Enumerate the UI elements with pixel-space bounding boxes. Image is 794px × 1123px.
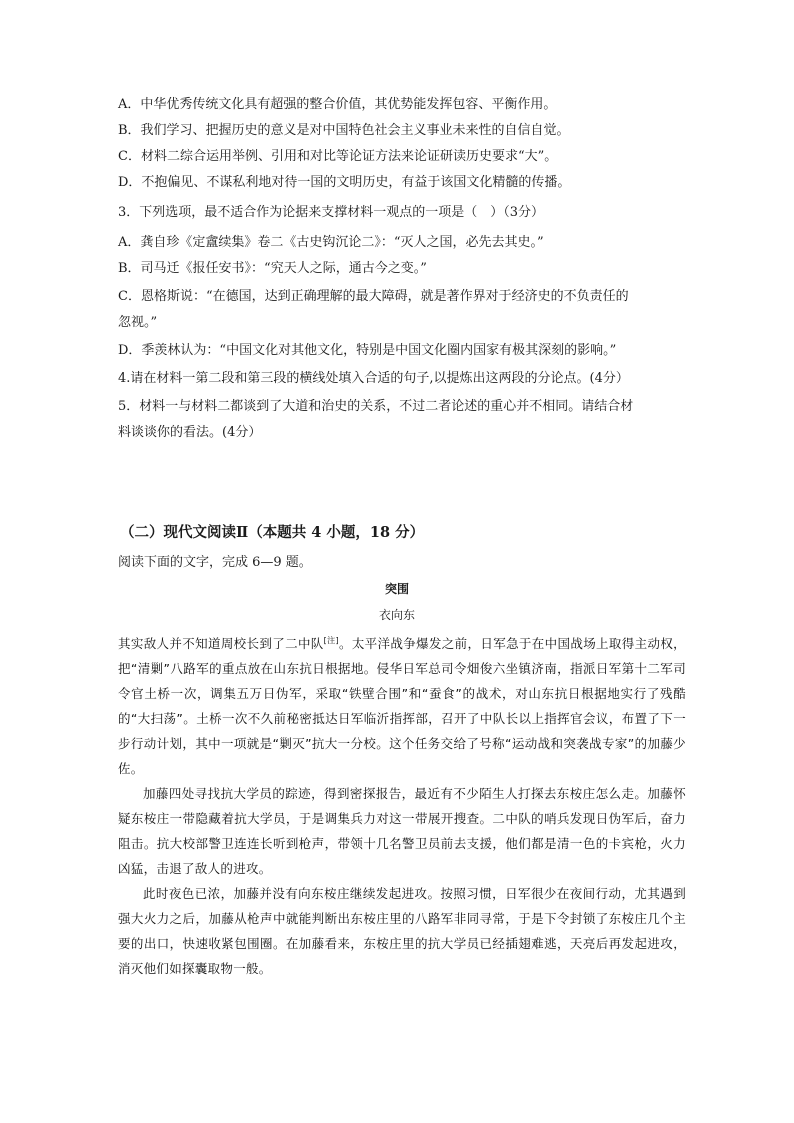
q4-text: 4.请在材料一第二段和第三段的横线处填入合适的句子,以提炼出这两段的分论点。(4分）	[118, 371, 629, 386]
story-title: 突围	[384, 582, 409, 596]
q3-option-d: D．季羡林认为：“中国文化对其他文化，特别是中国文化圈内国家有极其深刻的影响。”	[118, 343, 617, 358]
section-instruction: 阅读下面的文字，完成 6—9 题。	[118, 555, 312, 570]
section-heading: （二）现代文阅读Ⅱ（本题共 4 小题，18 分）	[120, 524, 425, 541]
q5-line1: 5．材料一与材料二都谈到了大道和治史的关系，不过二者论述的重心并不相同。请结合材	[118, 399, 634, 414]
q5-line2: 料谈谈你的看法。(4分）	[118, 425, 262, 440]
q2-option-a: A．中华优秀传统文化具有超强的整合价值，其优势能发挥包容、平衡作用。	[118, 97, 557, 112]
story-paragraph-1-start: 其实敌人并不知道周校长到了二中队	[118, 636, 324, 652]
story-paragraph-1	[118, 628, 686, 781]
q2-option-d: D．不抱偏见、不谋私利地对待一国的文明历史，有益于该国文化精髓的传播。	[118, 175, 571, 190]
q3-option-c-line1: C．恩格斯说：“在德国，达到正确理解的最大障碍，就是著作界对于经济史的不负责任的	[118, 289, 629, 304]
q3-option-b: B．司马迁《报任安书》：“究天人之际，通古今之变。”	[118, 261, 427, 276]
footnote-marker: [注]	[323, 636, 339, 645]
story-body	[118, 628, 686, 981]
story-paragraph-1-rest: 。太平洋战争爆发之前，日军急于在中国战场上取得主动权，把“清剿”八路军的重点放在山东抗日根据地。侵华日军总司令畑俊六坐镇济南，指派日军第十二军司令官土桥一次，调集五万日伪军，采取“铁壁合围”和“蚕食”的战术，对山东抗日根据地实行了残酷的“大扫荡”。土桥一次不久前秘密抵达日军临沂指挥部，召开了中队长以上指挥官会议，布置了下一步行动计划，其中一项就是“剿灭”抗大一分校。这个任务交给了号称“运动战和突袭战专家”的加藤少佐。	[118, 636, 686, 777]
story-author: 衣向东	[378, 608, 415, 622]
q3-option-c-line2: 忽视。”	[118, 315, 158, 330]
story-paragraph-3: 此时夜色已浓，加藤并没有向东桉庄继续发起进攻。按照习惯，日军很少在夜间行动，尤其遇到强大火力之后，加藤从枪声中就能判断出东桉庄里的八路军非同寻常，于是下令封锁了东桉庄几个主要的出口，快速收紧包围圈。在加藤看来，东桉庄里的抗大学员已经插翅难逃，天亮后再发起进攻，消灭他们如探囊取物一般。	[118, 886, 686, 977]
q3-option-a: A．龚自珍《定盦续集》卷二《古史钩沉论二》：“灭人之国，必先去其史。”	[118, 235, 544, 250]
story-paragraph-2: 加藤四处寻找抗大学员的踪迹，得到密探报告，最近有不少陌生人打探去东桉庄怎么走。加藤怀疑东桉庄一带隐藏着抗大学员，于是调集兵力对这一带展开搜查。二中队的哨兵发现日伪军后，奋力阻击。抗大校部警卫连连长听到枪声，带领十几名警卫员前去支援，他们都是清一色的卡宾枪，火力凶猛，击退了敌人的进攻。	[118, 786, 686, 877]
q2-option-b: B．我们学习、把握历史的意义是对中国特色社会主义事业未来性的自信自觉。	[118, 123, 570, 138]
q3-stem: 3．下列选项，最不适合作为论据来支撑材料一观点的一项是（ ）（3分）	[118, 205, 545, 220]
q2-option-c: C．材料二综合运用举例、引用和对比等论证方法来论证研读历史要求“大”。	[118, 149, 558, 164]
